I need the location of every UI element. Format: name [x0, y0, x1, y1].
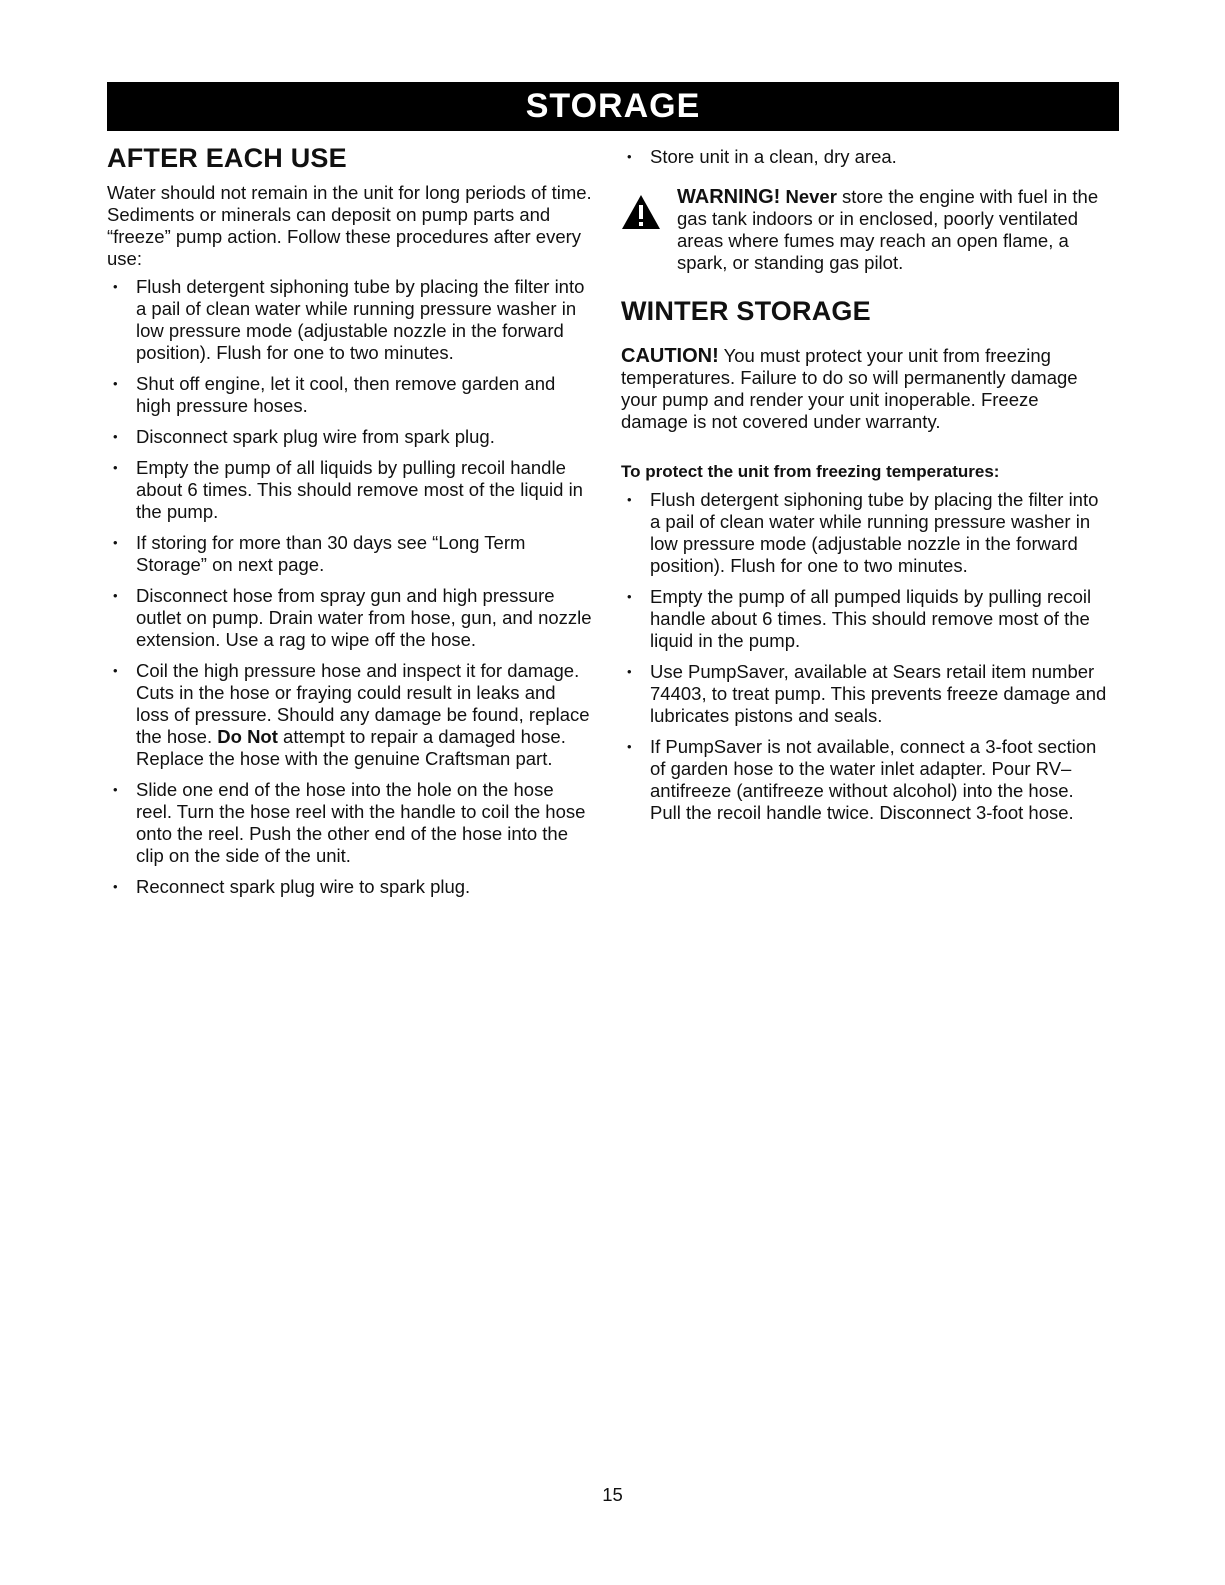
warning-label: WARNING!	[677, 186, 781, 208]
list-item-text: attempt to repair a damaged hose. Replace the hose with the genuine Craftsman part.	[136, 726, 566, 769]
section-banner	[107, 82, 1119, 131]
warning-text	[677, 186, 1109, 274]
after-each-use-list	[107, 276, 593, 907]
caution-label: CAUTION!	[621, 345, 719, 367]
banner-title: STORAGE	[525, 87, 701, 125]
list-item: • Empty the pump of all liquids by pulling recoil handle about 6 times. This should remove most of the liquid in the pump.	[107, 457, 593, 523]
list-item: • If PumpSaver is not available, connect a 3-foot section of garden hose to the water inlet adapter. Pour RV–antifreeze (antifreeze without alcohol) into the hose. Pull the recoil handle twice. Disconnect 3-foot hose.	[621, 736, 1108, 824]
list-item: • Flush detergent siphoning tube by placing the filter into a pail of clean water while running pressure washer in low pressure mode (adjustable nozzle in the forward position). Flush for one to two minutes.	[621, 489, 1108, 577]
list-item-text: Coil the high pressure hose and inspect it for damage. Cuts in the hose or fraying could result in leaks and loss of pressure. Should any damage be found, replace the hose.	[136, 660, 590, 747]
page-number: 15	[602, 1484, 623, 1505]
list-item: • Disconnect spark plug wire from spark plug.	[107, 426, 593, 448]
list-item: • Reconnect spark plug wire to spark plug.	[107, 876, 593, 898]
list-item: • Empty the pump of all pumped liquids by pulling recoil handle about 6 times. This should remove most of the liquid in the pump.	[621, 586, 1108, 652]
do-not-emphasis: Do Not	[217, 726, 278, 747]
after-each-use-heading: AFTER EACH USE	[107, 143, 347, 173]
list-item: • Use PumpSaver, available at Sears retail item number 74403, to treat pump. This prevents freeze damage and lubricates pistons and seals.	[621, 661, 1108, 727]
list-item: • Slide one end of the hose into the hole on the hose reel. Turn the hose reel with the handle to coil the hose onto the reel. Push the other end of the hose into the clip on the side of the unit.	[107, 779, 593, 867]
list-item: • If storing for more than 30 days see “Long Term Storage” on next page.	[107, 532, 593, 576]
caution-body: You must protect your unit from freezing temperatures. Failure to do so will permanently damage your pump and render your unit inoperable. Freeze damage is not covered under warranty.	[621, 345, 1078, 432]
winter-storage-list	[621, 489, 1108, 833]
never-emphasis: Never	[785, 186, 837, 207]
list-item	[107, 660, 593, 770]
winter-storage-heading: WINTER STORAGE	[621, 296, 871, 326]
warning-body: store the engine with fuel in the gas tank indoors or in enclosed, poorly ventilated areas where fumes may reach an open flame, a spark, or standing gas pilot.	[677, 186, 1099, 273]
after-each-use-intro: Water should not remain in the unit for long periods of time. Sediments or minerals can deposit on pump parts and “freeze” pump action. Follow these procedures after every use:	[107, 182, 592, 269]
caution-paragraph	[621, 345, 1108, 433]
store-list	[621, 146, 1108, 177]
list-item: • Shut off engine, let it cool, then remove garden and high pressure hoses.	[107, 373, 593, 417]
list-item: • Flush detergent siphoning tube by placing the filter into a pail of clean water while running pressure washer in low pressure mode (adjustable nozzle in the forward position). Flush for one to two minutes.	[107, 276, 593, 364]
warning-triangle-icon	[621, 194, 661, 230]
list-item: • Store unit in a clean, dry area.	[621, 146, 1108, 168]
winter-subheading: To protect the unit from freezing temperatures:	[621, 462, 1000, 481]
list-item: • Disconnect hose from spray gun and high pressure outlet on pump. Drain water from hose, gun, and nozzle extension. Use a rag to wipe off the hose.	[107, 585, 593, 651]
warning-block	[621, 186, 1108, 286]
